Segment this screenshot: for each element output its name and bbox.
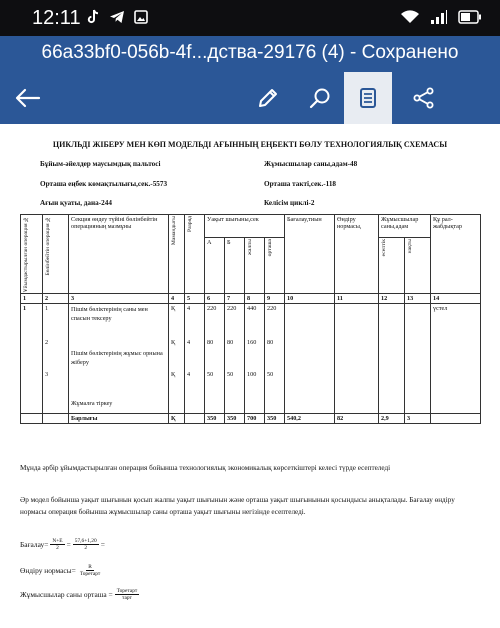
pen-icon xyxy=(257,87,279,109)
paragraph-1: Мұнда әрбір ұйымдастырылған операция бойынша технологиялық экономикалық көрсеткіштері келесі түрде есептеледі xyxy=(20,464,391,472)
back-button[interactable] xyxy=(8,72,48,124)
reading-view-button[interactable] xyxy=(344,72,392,124)
col-grade: Разряд xyxy=(185,215,205,294)
col-equipment: Құ рал-жабдықтар xyxy=(431,215,481,294)
product-info: Бұйым-әйелдер маусымдық пальтосі xyxy=(40,160,161,168)
col-price: Бағалау,тиын xyxy=(285,215,335,294)
col-a: А xyxy=(205,238,225,294)
col-norm: Өндіру нормасы, xyxy=(335,215,379,294)
table-row: 1 1 2 3 Пішім бөліктерінің саны мен спасын тексеру Пішім бөліктерінің жұмыс орнына жіберу Жұмалға тіркеу Қ Қ Қ 4 4 4 220 80 50 220 80 50 440 160 100 220 80 50 үстел xyxy=(21,304,481,414)
edit-button[interactable] xyxy=(248,72,288,124)
telegram-icon xyxy=(109,10,125,24)
clock: 12:11 xyxy=(32,7,81,29)
labor-intensity-info: Орташа еңбек көмақтылығы,сек.-5573 xyxy=(40,180,168,188)
technology-table xyxy=(20,214,481,424)
op-time-a: 220 80 50 xyxy=(205,304,225,414)
op-grades: 4 4 4 xyxy=(185,304,205,414)
share-icon xyxy=(413,87,435,109)
formula-norm: Өндіру нормасы= $\frac{R}{\text{Торетарт}}$ xyxy=(20,564,101,577)
op-professions: Қ Қ Қ xyxy=(169,304,185,414)
col-b: Б xyxy=(225,238,245,294)
formula-price: Бағалау= $\frac{N+E}{2}$ = $\frac{57,6+1,20}{2}$ = xyxy=(20,538,105,551)
share-button[interactable] xyxy=(404,72,444,124)
search-icon xyxy=(309,87,331,109)
col-op-no: Бөлінбейтін операция № xyxy=(43,215,69,294)
system-icons xyxy=(400,9,482,25)
op-numbers: 1 2 3 xyxy=(43,304,69,414)
wifi-icon xyxy=(400,9,420,25)
battery-icon xyxy=(458,10,482,24)
tact-info: Орташа такті,сек.-118 xyxy=(264,180,337,188)
total-row: Барлығы Қ 350 350 700 350 540,2 82 2,9 3 xyxy=(21,414,481,424)
col-workers-group: Жұмысшылар саны,адам xyxy=(379,215,431,238)
column-number-row: 1 2 3 4 5 6 7 8 9 10 11 12 13 14 xyxy=(21,294,481,304)
reading-view-icon xyxy=(359,87,377,109)
cycle-info: Келісім циклі-2 xyxy=(264,199,315,207)
document-heading: ЦИКЛЬДІ ЖІБЕРУ МЕН КӨП МОДЕЛЬДІ АҒЫННЫҢ ЕҢБЕКТІ БӨЛУ ТЕХНОЛОГИЯЛЫҚ СХЕМАСЫ xyxy=(52,140,448,149)
col-average: орташа xyxy=(265,238,285,294)
op-time-average: 220 80 50 xyxy=(265,304,285,414)
app-toolbar xyxy=(0,72,500,124)
col-time-group: Уақыт шығыны,сек xyxy=(205,215,285,238)
document-title[interactable]: 66a33bf0-056b-4f...дства-29176 (4) - Сохранено xyxy=(41,42,459,63)
col-op-content: Секция өндеу түйіні бөлінбейтін операцияның мазмұны xyxy=(69,215,169,294)
notification-icons xyxy=(86,9,148,25)
status-bar xyxy=(0,0,500,36)
tiktok-icon xyxy=(86,9,100,25)
back-arrow-icon xyxy=(15,88,41,108)
col-actual: нақты xyxy=(405,238,431,294)
signal-icon xyxy=(430,9,448,25)
op-time-total: 440 160 100 xyxy=(245,304,265,414)
paragraph-2: Әр модел бойынша уақыт шығынын қосып жалпы уақыт шығынын және орташа уақыт шығынынын қосындысы анықталады. Бағалау өндіру нормасы операция бойынша жұмысшылар саны орташа уақыт шығыны негізінде есептеледі. xyxy=(20,496,455,516)
document-page[interactable] xyxy=(0,124,500,628)
col-profession: Мамандығы xyxy=(169,215,185,294)
flow-capacity-info: Ағын қуаты, дана-244 xyxy=(40,199,112,207)
equipment-value: үстел xyxy=(431,304,481,414)
workers-info: Жұмысшылар саны,адам-48 xyxy=(264,160,358,168)
gallery-icon xyxy=(134,10,148,24)
op-contents: Пішім бөліктерінің саны мен спасын тексеру Пішім бөліктерінің жұмыс орнына жіберу Жұмалға тіркеу xyxy=(69,304,169,414)
title-bar xyxy=(0,36,500,72)
search-button[interactable] xyxy=(300,72,340,124)
col-org-op: Ұйымдастырылған операция № xyxy=(21,215,43,294)
col-estimated: есептік xyxy=(379,238,405,294)
col-total: жалпы xyxy=(245,238,265,294)
op-time-b: 220 80 50 xyxy=(225,304,245,414)
formula-workers: Жұмысшылар саны орташа = $\frac{\text{Торетарт}}{\text{тарт}}$ xyxy=(20,588,138,601)
